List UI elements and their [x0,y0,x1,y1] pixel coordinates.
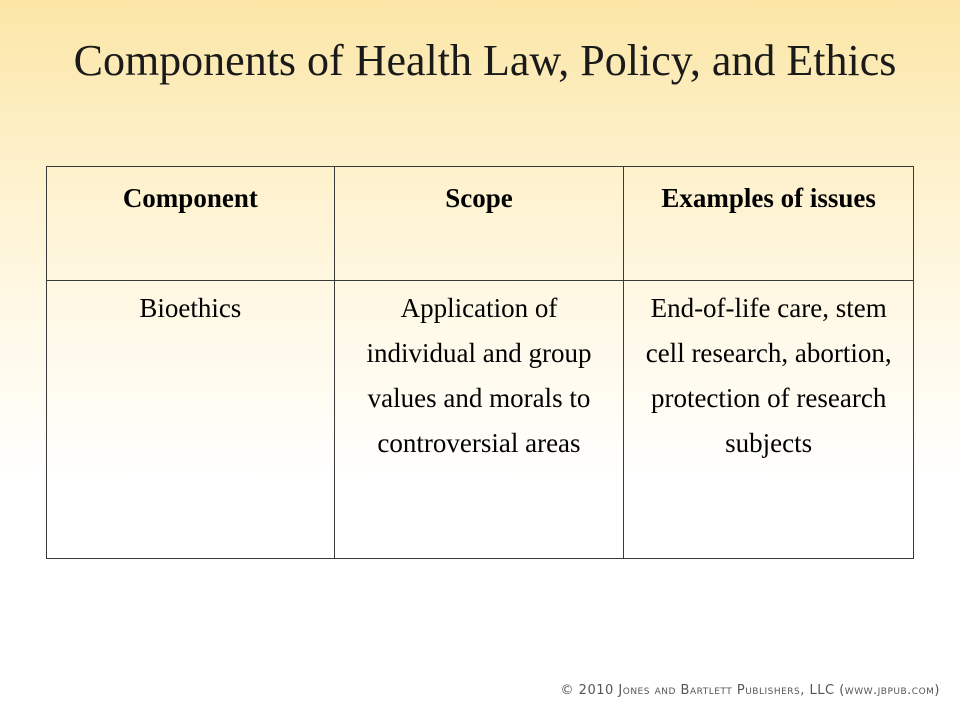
header-examples: Examples of issues [624,167,914,281]
cell-scope: Application of individual and group values and morals to controversial areas [334,281,624,559]
table-row [47,281,914,559]
slide-title: Components of Health Law, Policy, and Ethics [73,36,897,85]
cell-component: Bioethics [47,281,335,559]
header-component: Component [47,167,335,281]
copyright-footer: © 2010 Jones and Bartlett Publishers, LLC (www.jbpub.com) [560,683,940,698]
header-scope: Scope [334,167,624,281]
components-table [46,166,914,559]
table-header-row [47,167,914,281]
cell-examples: End-of-life care, stem cell research, abortion, protection of research subjects [624,281,914,559]
